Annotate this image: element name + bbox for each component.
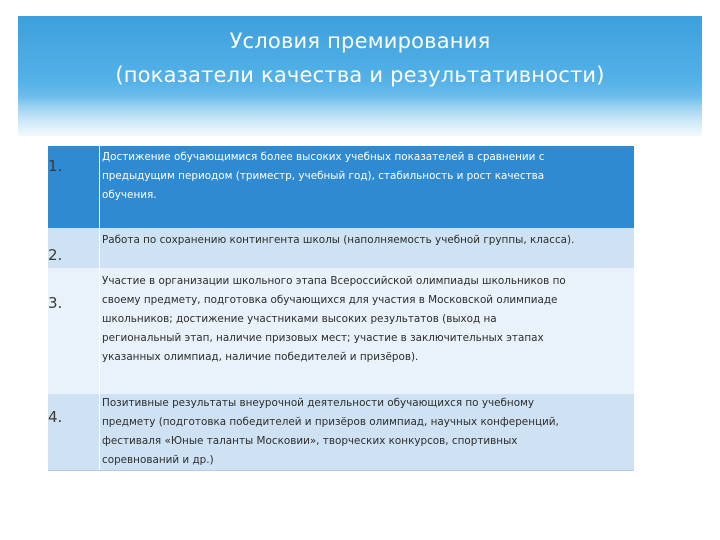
row-text-line: фестиваля «Юные таланты Московии», творческих конкурсов, спортивных bbox=[102, 435, 518, 447]
criteria-table bbox=[48, 146, 634, 470]
table-row bbox=[48, 228, 634, 268]
row-text-line: предыдущим периодом (триместр, учебный год), стабильность и рост качества bbox=[102, 170, 545, 182]
row-text-line: Позитивные результаты внеурочной деятельности обучающихся по учебному bbox=[102, 397, 535, 409]
row-text-line: региональный этап, наличие призовых мест; участие в заключительных этапах bbox=[102, 332, 544, 344]
row-number-cell bbox=[48, 394, 100, 470]
title-banner bbox=[18, 16, 702, 136]
row-text-line: Работа по сохранению контингента школы (наполняемость учебной группы, класса). bbox=[102, 234, 575, 246]
row-text-line: Достижение обучающимися более высоких учебных показателей в сравнении с bbox=[102, 151, 545, 163]
row-text-line: соревнований и др.) bbox=[102, 454, 214, 466]
row-text-line: Участие в организации школьного этапа Всероссийской олимпиады школьников по bbox=[102, 275, 566, 287]
row-text-line: указанных олимпиад, наличие победителей и призёров). bbox=[102, 351, 419, 363]
row-number-cell bbox=[48, 228, 100, 268]
row-text-line: своему предмету, подготовка обучающихся для участия в Московской олимпиаде bbox=[102, 294, 558, 306]
table-bottom-border bbox=[48, 470, 634, 471]
table-row bbox=[48, 394, 634, 470]
row-number: 1. bbox=[48, 157, 63, 175]
row-text-cell bbox=[100, 146, 634, 228]
slide-title-line-2: (показатели качества и результативности) bbox=[115, 63, 605, 87]
row-text-line: обучения. bbox=[102, 189, 157, 201]
row-number-cell bbox=[48, 268, 100, 394]
row-text-cell bbox=[100, 228, 634, 268]
slide-title bbox=[18, 24, 702, 92]
table-row bbox=[48, 146, 634, 228]
row-text-cell bbox=[100, 268, 634, 394]
row-number: 3. bbox=[48, 294, 63, 312]
banner-fade bbox=[18, 96, 702, 136]
table-row bbox=[48, 268, 634, 394]
row-text-line: школьников; достижение участниками высоких результатов (выход на bbox=[102, 313, 497, 325]
row-text-line: предмету (подготовка победителей и призёров олимпиад, научных конференций, bbox=[102, 416, 559, 428]
slide-title-line-1: Условия премирования bbox=[229, 29, 491, 53]
row-number: 4. bbox=[48, 408, 63, 426]
row-number-cell bbox=[48, 146, 100, 228]
row-number: 2. bbox=[48, 246, 63, 264]
row-text-cell bbox=[100, 394, 634, 470]
